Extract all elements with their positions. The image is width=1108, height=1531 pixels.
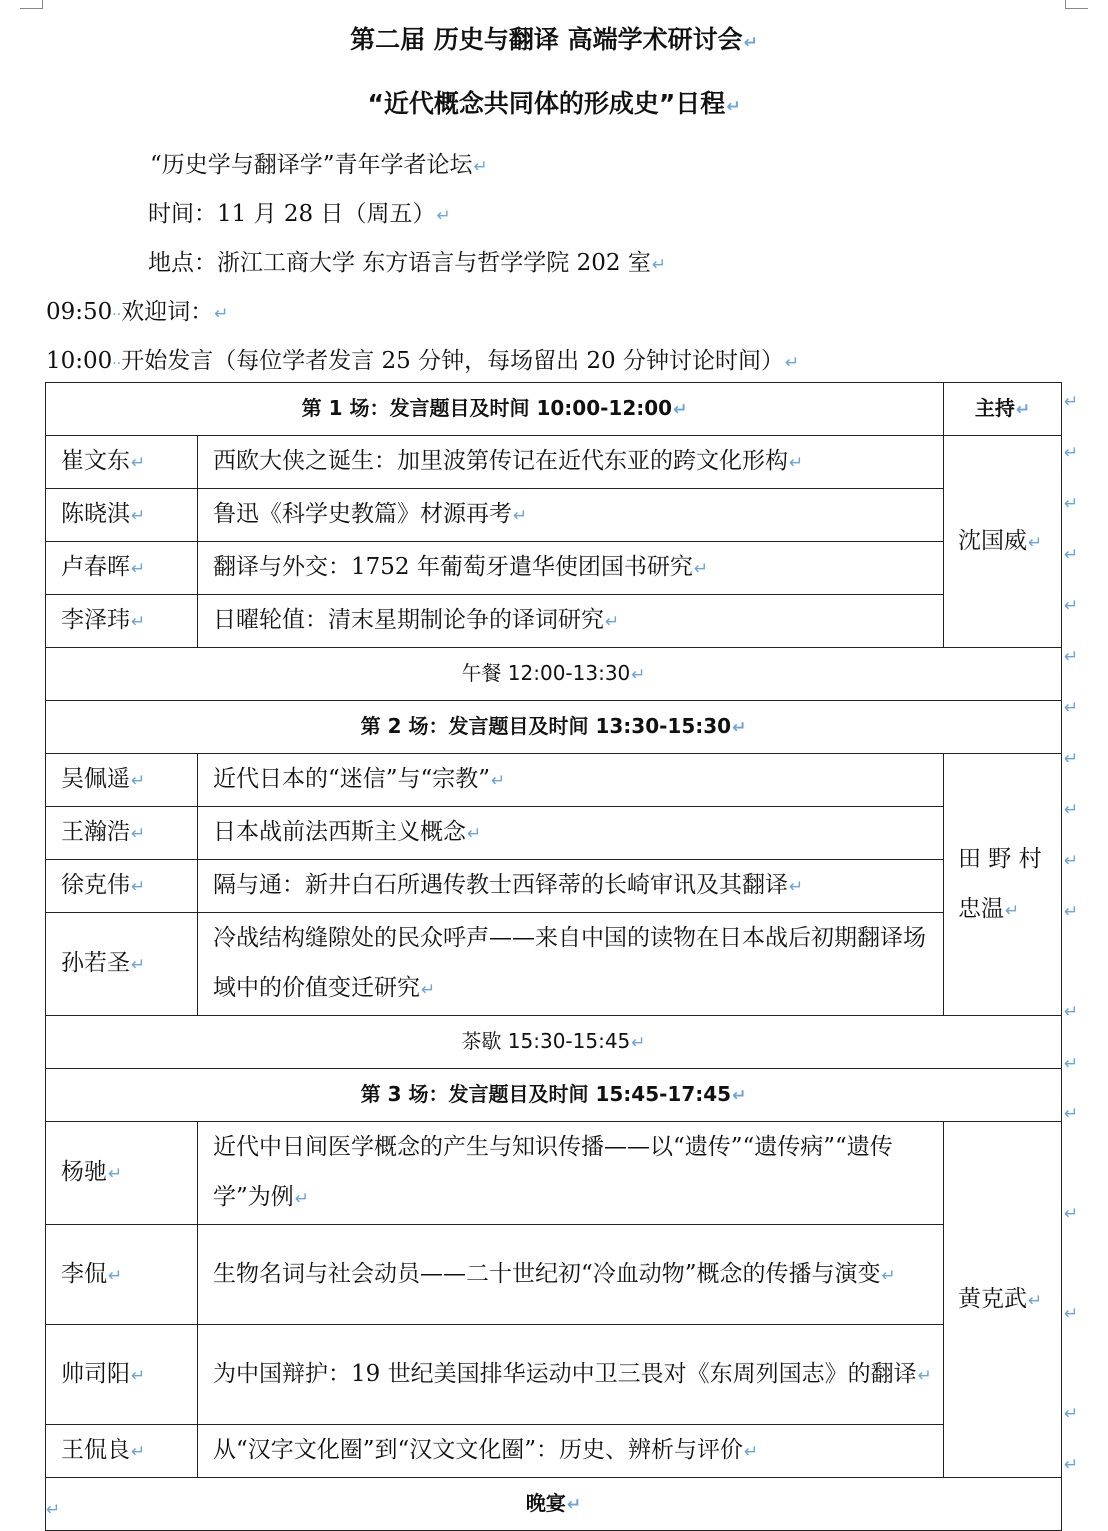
table-row [46, 754, 1062, 807]
talk-title: 为中国辩护：19 世纪美国排华运动中卫三畏对《东周列国志》的翻译↵ [198, 1325, 944, 1425]
speaker-name: 孙若圣↵ [46, 913, 198, 1016]
talk-title: 近代日本的“迷信”与“宗教”↵ [198, 754, 944, 807]
table-row [46, 595, 1062, 648]
speaker-name: 王侃良↵ [46, 1425, 198, 1478]
talk-title: 隔与通：新井白石所遇传教士西铎蒂的长崎审讯及其翻译↵ [198, 860, 944, 913]
talk-title: 冷战结构缝隙处的民众呼声——来自中国的读物在日本战后初期翻译场域中的价值变迁研究↵ [198, 913, 944, 1016]
speaker-name: 徐克伟↵ [46, 860, 198, 913]
row-end-mark: ↵ [1064, 392, 1079, 412]
agenda-talks-start: 10:00··开始发言（每位学者发言 25 分钟，每场留出 20 分钟讨论时间）↵ [46, 348, 800, 374]
talk-title: 从“汉字文化圈”到“汉文文化圈”：历史、辨析与评价↵ [198, 1425, 944, 1478]
forum-name: “历史学与翻译学”青年学者论坛↵ [150, 152, 488, 178]
document-end-mark: ↵ [46, 1500, 61, 1520]
row-end-mark: ↵ [1064, 1054, 1079, 1074]
table-row [46, 436, 1062, 489]
row-end-mark: ↵ [1064, 1002, 1079, 1022]
row-end-mark: ↵ [1064, 1304, 1079, 1324]
table-row [46, 489, 1062, 542]
title-line-2: “近代概念共同体的形成史”日程↵ [367, 89, 741, 118]
talk-title: 鲁迅《科学史教篇》材源再考↵ [198, 489, 944, 542]
page-corner-mark-right [1065, 0, 1088, 9]
speaker-name: 崔文东↵ [46, 436, 198, 489]
table-row [46, 807, 1062, 860]
row-end-mark: ↵ [1064, 851, 1079, 871]
table-row [46, 1122, 1062, 1225]
title-line-1: 第二届 历史与翻译 高端学术研讨会↵ [350, 25, 758, 54]
session-2-header-row [46, 701, 1062, 754]
speaker-name: 帅司阳↵ [46, 1325, 198, 1425]
talk-title: 生物名词与社会动员——二十世纪初“冷血动物”概念的传播与演变↵ [198, 1225, 944, 1325]
session-3-header-row [46, 1069, 1062, 1122]
row-end-mark: ↵ [1064, 494, 1079, 514]
session-1-header-row [46, 383, 1062, 436]
lunch-break: 午餐 12:00-13:30↵ [46, 648, 1062, 701]
row-end-mark: ↵ [1064, 698, 1079, 718]
row-end-mark: ↵ [1064, 443, 1079, 463]
talk-title: 西欧大侠之诞生：加里波第传记在近代东亚的跨文化形构↵ [198, 436, 944, 489]
row-end-mark: ↵ [1064, 1104, 1079, 1124]
table-row [46, 542, 1062, 595]
row-end-mark: ↵ [1064, 647, 1079, 667]
row-end-mark: ↵ [1064, 596, 1079, 616]
session-1-moderator: 沈国威↵ [944, 436, 1062, 648]
host-header: 主持↵ [944, 383, 1062, 436]
event-time: 时间：11 月 28 日（周五）↵ [148, 201, 451, 227]
table-row [46, 913, 1062, 1016]
session-3-header: 第 3 场：发言题目及时间 15:45-17:45↵ [46, 1069, 1062, 1122]
row-end-mark: ↵ [1064, 902, 1079, 922]
speaker-name: 王瀚浩↵ [46, 807, 198, 860]
lunch-row [46, 648, 1062, 701]
agenda-welcome: 09:50··欢迎词：↵ [46, 299, 229, 325]
event-place: 地点：浙江工商大学 东方语言与哲学学院 202 室↵ [148, 250, 667, 276]
speaker-name: 李泽玮↵ [46, 595, 198, 648]
tea-row [46, 1016, 1062, 1069]
row-end-mark: ↵ [1064, 1204, 1079, 1224]
dinner: 晚宴↵ [46, 1478, 1062, 1531]
speaker-name: 吴佩遥↵ [46, 754, 198, 807]
schedule-table [45, 382, 1062, 1531]
table-row [46, 860, 1062, 913]
talk-title: 日本战前法西斯主义概念↵ [198, 807, 944, 860]
session-2-header: 第 2 场：发言题目及时间 13:30-15:30↵ [46, 701, 1062, 754]
row-end-mark: ↵ [1064, 749, 1079, 769]
speaker-name: 李侃↵ [46, 1225, 198, 1325]
talk-title: 翻译与外交：1752 年葡萄牙遣华使团国书研究↵ [198, 542, 944, 595]
row-end-mark: ↵ [1064, 545, 1079, 565]
dinner-row [46, 1478, 1062, 1531]
table-row [46, 1325, 1062, 1425]
table-row [46, 1225, 1062, 1325]
page-corner-mark-left [20, 0, 43, 9]
row-end-mark: ↵ [1064, 1455, 1079, 1475]
row-end-mark: ↵ [1064, 1404, 1079, 1424]
row-end-mark: ↵ [1064, 800, 1079, 820]
speaker-name: 卢春晖↵ [46, 542, 198, 595]
session-2-moderator: 田 野 村 忠温↵ [944, 754, 1062, 1016]
talk-title: 近代中日间医学概念的产生与知识传播——以“遗传”“遗传病”“遗传学”为例↵ [198, 1122, 944, 1225]
session-3-moderator: 黄克武↵ [944, 1122, 1062, 1478]
session-1-header: 第 1 场：发言题目及时间 10:00-12:00↵ [46, 383, 944, 436]
speaker-name: 陈晓淇↵ [46, 489, 198, 542]
talk-title: 日曜轮值：清末星期制论争的译词研究↵ [198, 595, 944, 648]
speaker-name: 杨驰↵ [46, 1122, 198, 1225]
table-row [46, 1425, 1062, 1478]
tea-break: 茶歇 15:30-15:45↵ [46, 1016, 1062, 1069]
